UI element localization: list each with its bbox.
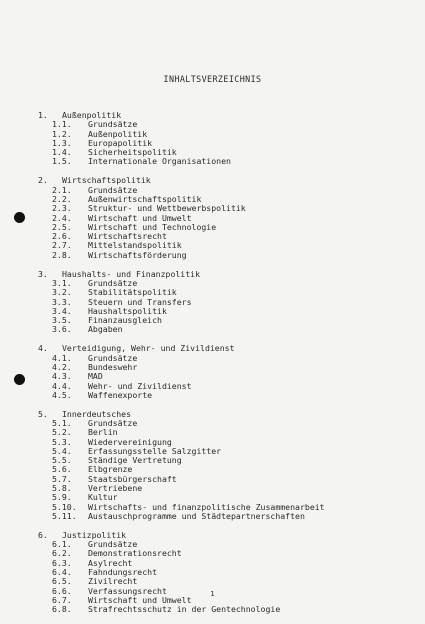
item-label: Wirtschaft und Technologie [88,221,217,232]
item-label: Vertriebene [88,483,143,494]
item-number: 3.6. [52,324,72,335]
item-number: 4.5. [52,389,72,400]
item-number: 1.1. [52,119,72,130]
item-number: 2.1. [52,184,72,195]
toc-section [38,111,418,167]
item-number: 2.4. [52,212,72,223]
item-number: 6.4. [52,567,72,578]
item-label: Sicherheitspolitik [88,147,177,158]
item-number: 6.6. [52,585,72,596]
item-label: Wirtschaftsrecht [88,231,167,242]
item-label: Finanzausgleich [88,315,162,326]
item-label: Grundsätze [88,184,138,195]
toc-item [38,605,418,614]
toc-section [38,270,418,335]
item-label: Abgaben [88,324,123,335]
item-label: Wirtschaft und Umwelt [88,594,192,605]
item-number: 5.11. [52,510,77,521]
punch-hole-mark [14,212,25,223]
item-label: Elbgrenze [88,464,133,475]
item-number: 6.3. [52,557,72,568]
item-label: Grundsätze [88,277,138,288]
toc-item [38,512,418,521]
toc-item [38,251,418,260]
item-number: 5.3. [52,436,72,447]
item-number: 5.8. [52,483,72,494]
item-label: Grundsätze [88,352,138,363]
section-number: 1. [38,110,48,120]
item-label: Wehr- und Zivildienst [88,380,192,391]
item-number: 5.7. [52,473,72,484]
section-title: Wirtschaftspolitik [62,175,151,186]
item-number: 2.3. [52,203,72,214]
item-number: 3.3. [52,296,72,307]
item-number: 3.1. [52,277,72,288]
item-number: 1.5. [52,156,72,167]
item-number: 6.1. [52,539,72,550]
item-label: Stabilitätspolitik [88,287,177,298]
item-label: Waffenexporte [88,389,153,400]
item-number: 2.6. [52,231,72,242]
item-label: Grundsätze [88,119,138,130]
section-title: Haushalts- und Finanzpolitik [62,268,201,279]
item-label: Internationale Organisationen [88,156,231,167]
item-number: 5.5. [52,455,72,466]
item-label: Wirtschaftsförderung [88,249,187,260]
punch-hole-mark [14,374,25,385]
toc-section [38,176,418,260]
section-title: Außenpolitik [62,110,122,120]
item-label: Grundsätze [88,539,138,550]
item-number: 5.2. [52,427,72,438]
item-label: Europapolitik [88,137,153,148]
toc-section [38,344,418,400]
section-number: 4. [38,343,48,354]
item-number: 5.9. [52,492,72,503]
section-title: Justizpolitik [62,529,127,540]
item-label: Erfassungsstelle Salzgitter [88,445,222,456]
item-number: 1.2. [52,128,72,139]
item-number: 3.4. [52,305,72,316]
item-label: Austauschprogramme und Städtepartnerschaften [88,510,305,521]
item-label: Wirtschaft und Umwelt [88,212,192,223]
item-label: Ständige Vertretung [88,455,182,466]
item-label: Außenwirtschaftspolitik [88,193,202,204]
item-number: 4.2. [52,361,72,372]
item-number: 1.3. [52,137,72,148]
item-number: 3.5. [52,315,72,326]
item-label: Bundeswehr [88,361,138,372]
page-title: INHALTSVERZEICHNIS [163,74,262,84]
item-number: 6.8. [52,604,72,615]
toc-section [38,410,418,522]
item-number: 6.2. [52,548,72,559]
toc-section [38,531,418,615]
item-label: Struktur- und Wettbewerbspolitik [88,203,246,214]
item-label: Verfassungsrecht [88,585,167,596]
item-label: MAD [88,371,103,382]
item-number: 2.8. [52,249,72,260]
item-number: 5.4. [52,445,72,456]
item-number: 5.10. [52,501,77,512]
item-label: Haushaltspolitik [88,305,167,316]
item-label: Steuern und Transfers [88,296,192,307]
item-label: Asylrecht [88,557,133,568]
page-number: 1 [210,590,215,598]
item-number: 4.4. [52,380,72,391]
item-number: 1.4. [52,147,72,158]
item-number: 6.5. [52,576,72,587]
item-label: Mittelstandspolitik [88,240,182,251]
item-label: Kultur [88,492,118,503]
item-number: 2.5. [52,221,72,232]
item-label: Strafrechtsschutz in der Gentechnologie [88,604,281,615]
item-number: 5.6. [52,464,72,475]
section-number: 5. [38,408,48,419]
item-label: Staatsbürgerschaft [88,473,177,484]
toc-item [38,391,418,400]
item-label: Wirtschafts- und finanzpolitische Zusammenarbeit [88,501,325,512]
toc-item [38,157,418,166]
item-number: 6.7. [52,594,72,605]
item-number: 2.7. [52,240,72,251]
section-title: Verteidigung, Wehr- und Zivildienst [62,343,235,354]
section-number: 6. [38,529,48,540]
item-number: 4.1. [52,352,72,363]
section-title: Innerdeutsches [62,408,132,419]
item-number: 3.2. [52,287,72,298]
item-number: 4.3. [52,371,72,382]
item-label: Wiedervereinigung [88,436,172,447]
item-label: Berlin [88,427,118,438]
item-label: Demonstrationsrecht [88,548,182,559]
item-label: Außenpolitik [88,128,148,139]
item-number: 5.1. [52,417,72,428]
section-number: 3. [38,268,48,279]
item-number: 2.2. [52,193,72,204]
item-label: Zivilrecht [88,576,138,587]
item-label: Grundsätze [88,417,138,428]
section-number: 2. [38,175,48,186]
table-of-contents [38,111,418,624]
toc-item [38,325,418,334]
item-label: Fahndungsrecht [88,567,158,578]
